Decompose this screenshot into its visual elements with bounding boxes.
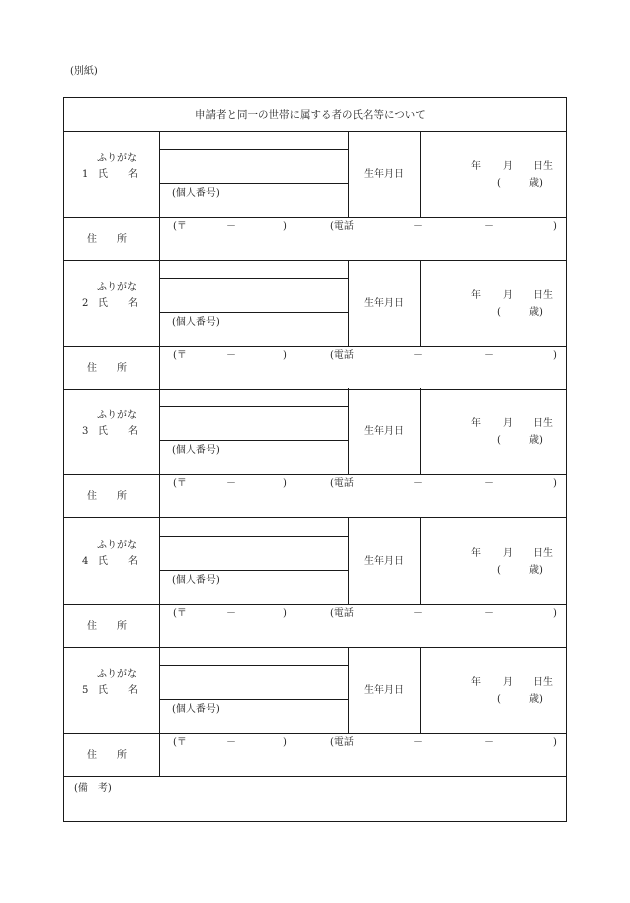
- postal-close: ): [283, 737, 287, 748]
- postal-open: (〒: [173, 350, 187, 361]
- phone-dash-2: －: [484, 221, 494, 232]
- furigana-underline: [159, 278, 348, 279]
- birthdate-input[interactable]: [422, 520, 565, 602]
- name-input[interactable]: [161, 408, 346, 438]
- phone-open: (電話: [330, 737, 354, 748]
- row-bottom-line: [63, 647, 567, 648]
- row-bottom-line: [63, 776, 567, 777]
- age-close: 歳): [529, 565, 543, 576]
- birthdate-label-divider: [348, 388, 349, 474]
- entry-number: 2: [82, 298, 89, 309]
- phone-dash-1: －: [413, 478, 423, 489]
- birthdate-label: 生年月日: [364, 685, 404, 696]
- address-input[interactable]: [161, 620, 565, 645]
- address-input[interactable]: [161, 233, 565, 258]
- furigana-input[interactable]: [161, 390, 346, 405]
- phone-dash-2: －: [484, 478, 494, 489]
- name-address-divider: [63, 474, 567, 475]
- name-address-divider: [63, 604, 567, 605]
- furigana-underline: [159, 149, 348, 150]
- birthdate-input[interactable]: [422, 262, 565, 344]
- phone-close: ): [553, 608, 557, 619]
- furigana-label: ふりがな: [97, 153, 137, 164]
- row-bottom-line: [63, 517, 567, 518]
- name-underline: [159, 699, 348, 700]
- birth-day-unit: 日生: [533, 677, 553, 688]
- phone-close: ): [553, 350, 557, 361]
- furigana-underline: [159, 406, 348, 407]
- birthdate-value-divider: [420, 647, 421, 733]
- label-column-divider: [159, 518, 160, 647]
- age-open: (: [497, 694, 501, 705]
- name-label: 氏 名: [98, 556, 138, 567]
- entry-number: 4: [82, 556, 89, 567]
- entry-number: 1: [82, 169, 89, 180]
- name-underline: [159, 440, 348, 441]
- phone-dash-1: －: [413, 350, 423, 361]
- address-input[interactable]: [161, 490, 565, 515]
- name-underline: [159, 312, 348, 313]
- postal-open: (〒: [173, 737, 187, 748]
- furigana-underline: [159, 536, 348, 537]
- birth-month-unit: 月: [503, 548, 513, 559]
- age-open: (: [497, 435, 501, 446]
- birthdate-label-divider: [348, 647, 349, 733]
- furigana-input[interactable]: [161, 262, 346, 277]
- my-number-input[interactable]: [221, 442, 346, 472]
- row-bottom-line: [63, 260, 567, 261]
- address-label: 住 所: [87, 750, 127, 761]
- remarks-label: (備 考): [74, 783, 112, 794]
- birth-month-unit: 月: [503, 290, 513, 301]
- birthdate-label: 生年月日: [364, 556, 404, 567]
- address-label: 住 所: [87, 491, 127, 502]
- phone-dash-1: －: [413, 608, 423, 619]
- birthdate-label-divider: [348, 131, 349, 217]
- address-label: 住 所: [87, 621, 127, 632]
- address-label: 住 所: [87, 234, 127, 245]
- age-close: 歳): [529, 435, 543, 446]
- postal-dash: －: [226, 221, 236, 232]
- phone-open: (電話: [330, 221, 354, 232]
- address-label: 住 所: [87, 363, 127, 374]
- phone-dash-2: －: [484, 737, 494, 748]
- furigana-label: ふりがな: [97, 410, 137, 421]
- my-number-label: (個人番号): [172, 317, 220, 328]
- my-number-input[interactable]: [221, 185, 346, 215]
- my-number-input[interactable]: [221, 314, 346, 344]
- phone-dash-2: －: [484, 608, 494, 619]
- birth-year-unit: 年: [471, 677, 481, 688]
- title-divider: [63, 131, 567, 132]
- postal-close: ): [283, 221, 287, 232]
- age-open: (: [497, 307, 501, 318]
- name-label: 氏 名: [98, 298, 138, 309]
- postal-open: (〒: [173, 608, 187, 619]
- birth-month-unit: 月: [503, 161, 513, 172]
- birth-year-unit: 年: [471, 161, 481, 172]
- phone-dash-1: －: [413, 221, 423, 232]
- entry-number: 5: [82, 685, 89, 696]
- my-number-label: (個人番号): [172, 188, 220, 199]
- furigana-underline: [159, 665, 348, 666]
- address-input[interactable]: [161, 749, 565, 774]
- my-number-input[interactable]: [221, 572, 346, 602]
- label-column-divider: [159, 260, 160, 389]
- my-number-label: (個人番号): [172, 575, 220, 586]
- phone-dash-2: －: [484, 350, 494, 361]
- postal-dash: －: [226, 608, 236, 619]
- label-column-divider: [159, 388, 160, 517]
- age-close: 歳): [529, 694, 543, 705]
- name-address-divider: [63, 733, 567, 734]
- name-label: 氏 名: [98, 169, 138, 180]
- postal-open: (〒: [173, 221, 187, 232]
- birthdate-label-divider: [348, 260, 349, 346]
- name-label: 氏 名: [98, 426, 138, 437]
- birth-day-unit: 日生: [533, 548, 553, 559]
- furigana-input[interactable]: [161, 133, 346, 148]
- birthdate-input[interactable]: [422, 649, 565, 731]
- postal-dash: －: [226, 737, 236, 748]
- postal-open: (〒: [173, 478, 187, 489]
- birth-day-unit: 日生: [533, 418, 553, 429]
- phone-open: (電話: [330, 350, 354, 361]
- furigana-input[interactable]: [161, 649, 346, 664]
- name-underline: [159, 570, 348, 571]
- phone-open: (電話: [330, 608, 354, 619]
- birthdate-input[interactable]: [422, 133, 565, 215]
- furigana-label: ふりがな: [97, 282, 137, 293]
- birth-day-unit: 日生: [533, 161, 553, 172]
- birth-month-unit: 月: [503, 418, 513, 429]
- birth-day-unit: 日生: [533, 290, 553, 301]
- birthdate-label: 生年月日: [364, 426, 404, 437]
- phone-dash-1: －: [413, 737, 423, 748]
- postal-close: ): [283, 350, 287, 361]
- birth-year-unit: 年: [471, 290, 481, 301]
- name-input[interactable]: [161, 280, 346, 310]
- name-label: 氏 名: [98, 685, 138, 696]
- furigana-input[interactable]: [161, 520, 346, 535]
- birthdate-input[interactable]: [422, 390, 565, 472]
- postal-close: ): [283, 478, 287, 489]
- name-address-divider: [63, 346, 567, 347]
- birthdate-value-divider: [420, 388, 421, 474]
- postal-dash: －: [226, 350, 236, 361]
- postal-dash: －: [226, 478, 236, 489]
- address-input[interactable]: [161, 362, 565, 387]
- name-input[interactable]: [161, 538, 346, 568]
- birthdate-label-divider: [348, 518, 349, 604]
- furigana-label: ふりがな: [97, 540, 137, 551]
- my-number-input[interactable]: [221, 701, 346, 731]
- postal-close: ): [283, 608, 287, 619]
- furigana-label: ふりがな: [97, 669, 137, 680]
- birthdate-label: 生年月日: [364, 169, 404, 180]
- birth-year-unit: 年: [471, 418, 481, 429]
- birthdate-label: 生年月日: [364, 298, 404, 309]
- birthdate-value-divider: [420, 260, 421, 346]
- age-close: 歳): [529, 178, 543, 189]
- name-input[interactable]: [161, 151, 346, 181]
- attachment-label: (別紙): [70, 66, 98, 77]
- name-input[interactable]: [161, 667, 346, 697]
- phone-close: ): [553, 737, 557, 748]
- form-title: 申請者と同一の世帯に属する者の氏名等について: [195, 109, 426, 121]
- my-number-label: (個人番号): [172, 445, 220, 456]
- phone-open: (電話: [330, 478, 354, 489]
- age-open: (: [497, 178, 501, 189]
- age-close: 歳): [529, 307, 543, 318]
- phone-close: ): [553, 221, 557, 232]
- birth-year-unit: 年: [471, 548, 481, 559]
- birthdate-value-divider: [420, 131, 421, 217]
- label-column-divider: [159, 131, 160, 260]
- birth-month-unit: 月: [503, 677, 513, 688]
- birthdate-value-divider: [420, 518, 421, 604]
- remarks-area[interactable]: [66, 797, 564, 819]
- my-number-label: (個人番号): [172, 704, 220, 715]
- name-underline: [159, 183, 348, 184]
- name-address-divider: [63, 217, 567, 218]
- label-column-divider: [159, 647, 160, 776]
- entry-number: 3: [82, 426, 89, 437]
- phone-close: ): [553, 478, 557, 489]
- age-open: (: [497, 565, 501, 576]
